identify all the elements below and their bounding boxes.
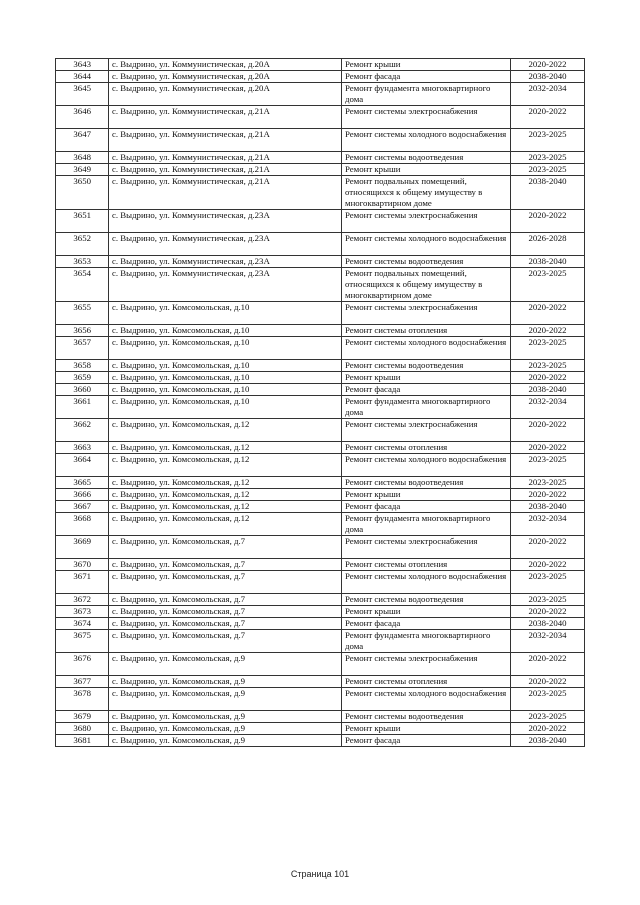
row-number: 3673	[56, 606, 109, 618]
table-row	[56, 176, 585, 210]
row-number: 3663	[56, 442, 109, 454]
row-number: 3670	[56, 559, 109, 571]
row-period: 2020-2022	[511, 210, 585, 233]
row-work-type: Ремонт системы холодного водоснабжения	[342, 688, 511, 711]
row-work-type: Ремонт системы водоотведения	[342, 256, 511, 268]
row-number: 3659	[56, 372, 109, 384]
table-row	[56, 152, 585, 164]
row-work-type: Ремонт крыши	[342, 59, 511, 71]
row-period: 2023-2025	[511, 337, 585, 360]
repair-schedule-table	[55, 58, 585, 747]
row-number: 3649	[56, 164, 109, 176]
table-row	[56, 676, 585, 688]
row-work-type: Ремонт крыши	[342, 489, 511, 501]
row-work-type: Ремонт системы водоотведения	[342, 477, 511, 489]
table-row	[56, 210, 585, 233]
row-period: 2023-2025	[511, 571, 585, 594]
row-address: с. Выдрино, ул. Коммунистическая, д.20А	[109, 71, 342, 83]
row-address: с. Выдрино, ул. Коммунистическая, д.21А	[109, 152, 342, 164]
row-period: 2020-2022	[511, 559, 585, 571]
row-number: 3661	[56, 396, 109, 419]
row-work-type: Ремонт подвальных помещений, относящихся к общему имуществу в многоквартирном доме	[342, 176, 511, 210]
row-number: 3648	[56, 152, 109, 164]
table-row	[56, 233, 585, 256]
row-work-type: Ремонт системы электроснабжения	[342, 210, 511, 233]
row-period: 2020-2022	[511, 59, 585, 71]
row-period: 2020-2022	[511, 325, 585, 337]
row-period: 2038-2040	[511, 256, 585, 268]
row-address: с. Выдрино, ул. Комсомольская, д.7	[109, 571, 342, 594]
row-address: с. Выдрино, ул. Комсомольская, д.7	[109, 618, 342, 630]
row-address: с. Выдрино, ул. Коммунистическая, д.23А	[109, 233, 342, 256]
table-row	[56, 653, 585, 676]
row-address: с. Выдрино, ул. Комсомольская, д.7	[109, 630, 342, 653]
row-number: 3647	[56, 129, 109, 152]
row-work-type: Ремонт системы электроснабжения	[342, 653, 511, 676]
row-number: 3664	[56, 454, 109, 477]
row-period: 2026-2028	[511, 233, 585, 256]
row-work-type: Ремонт системы электроснабжения	[342, 419, 511, 442]
table-row	[56, 256, 585, 268]
table-row	[56, 513, 585, 536]
row-number: 3650	[56, 176, 109, 210]
row-number: 3667	[56, 501, 109, 513]
row-number: 3645	[56, 83, 109, 106]
row-work-type: Ремонт системы отопления	[342, 559, 511, 571]
row-number: 3653	[56, 256, 109, 268]
row-address: с. Выдрино, ул. Комсомольская, д.10	[109, 360, 342, 372]
row-period: 2020-2022	[511, 106, 585, 129]
table-row	[56, 268, 585, 302]
row-address: с. Выдрино, ул. Комсомольская, д.12	[109, 513, 342, 536]
row-address: с. Выдрино, ул. Комсомольская, д.7	[109, 606, 342, 618]
table-row	[56, 630, 585, 653]
table-row	[56, 536, 585, 559]
row-address: с. Выдрино, ул. Коммунистическая, д.23А	[109, 210, 342, 233]
row-address: с. Выдрино, ул. Комсомольская, д.9	[109, 676, 342, 688]
table-row	[56, 337, 585, 360]
table-row	[56, 688, 585, 711]
row-work-type: Ремонт системы водоотведения	[342, 152, 511, 164]
row-number: 3677	[56, 676, 109, 688]
row-work-type: Ремонт системы холодного водоснабжения	[342, 571, 511, 594]
table-row	[56, 129, 585, 152]
row-work-type: Ремонт фасада	[342, 618, 511, 630]
row-address: с. Выдрино, ул. Коммунистическая, д.23А	[109, 268, 342, 302]
row-number: 3655	[56, 302, 109, 325]
row-number: 3668	[56, 513, 109, 536]
row-period: 2032-2034	[511, 630, 585, 653]
row-period: 2020-2022	[511, 606, 585, 618]
row-address: с. Выдрино, ул. Комсомольская, д.7	[109, 536, 342, 559]
row-address: с. Выдрино, ул. Комсомольская, д.7	[109, 594, 342, 606]
row-address: с. Выдрино, ул. Комсомольская, д.9	[109, 735, 342, 747]
row-number: 3676	[56, 653, 109, 676]
row-number: 3681	[56, 735, 109, 747]
row-number: 3672	[56, 594, 109, 606]
row-work-type: Ремонт подвальных помещений, относящихся к общему имуществу в многоквартирном доме	[342, 268, 511, 302]
row-number: 3675	[56, 630, 109, 653]
row-period: 2020-2022	[511, 653, 585, 676]
row-period: 2038-2040	[511, 735, 585, 747]
row-number: 3662	[56, 419, 109, 442]
row-work-type: Ремонт системы водоотведения	[342, 711, 511, 723]
table-row	[56, 559, 585, 571]
row-address: с. Выдрино, ул. Комсомольская, д.9	[109, 711, 342, 723]
table-row	[56, 606, 585, 618]
row-period: 2038-2040	[511, 176, 585, 210]
row-number: 3669	[56, 536, 109, 559]
table-row	[56, 396, 585, 419]
row-number: 3674	[56, 618, 109, 630]
row-period: 2038-2040	[511, 384, 585, 396]
row-work-type: Ремонт крыши	[342, 372, 511, 384]
row-period: 2023-2025	[511, 268, 585, 302]
row-work-type: Ремонт системы холодного водоснабжения	[342, 454, 511, 477]
row-period: 2023-2025	[511, 454, 585, 477]
row-address: с. Выдрино, ул. Комсомольская, д.12	[109, 501, 342, 513]
row-period: 2032-2034	[511, 513, 585, 536]
row-number: 3656	[56, 325, 109, 337]
row-work-type: Ремонт фасада	[342, 71, 511, 83]
row-address: с. Выдрино, ул. Коммунистическая, д.23А	[109, 256, 342, 268]
row-number: 3643	[56, 59, 109, 71]
row-period: 2023-2025	[511, 688, 585, 711]
row-work-type: Ремонт крыши	[342, 606, 511, 618]
table-row	[56, 711, 585, 723]
row-number: 3654	[56, 268, 109, 302]
row-period: 2020-2022	[511, 536, 585, 559]
table-row	[56, 59, 585, 71]
row-address: с. Выдрино, ул. Коммунистическая, д.21А	[109, 164, 342, 176]
table-row	[56, 360, 585, 372]
row-address: с. Выдрино, ул. Комсомольская, д.9	[109, 723, 342, 735]
table-row	[56, 477, 585, 489]
row-period: 2038-2040	[511, 618, 585, 630]
row-period: 2020-2022	[511, 442, 585, 454]
row-work-type: Ремонт системы отопления	[342, 442, 511, 454]
row-address: с. Выдрино, ул. Комсомольская, д.10	[109, 372, 342, 384]
row-number: 3658	[56, 360, 109, 372]
row-address: с. Выдрино, ул. Комсомольская, д.10	[109, 325, 342, 337]
row-work-type: Ремонт системы отопления	[342, 325, 511, 337]
row-address: с. Выдрино, ул. Комсомольская, д.10	[109, 302, 342, 325]
table-row	[56, 419, 585, 442]
row-period: 2020-2022	[511, 489, 585, 501]
row-address: с. Выдрино, ул. Комсомольская, д.12	[109, 477, 342, 489]
row-number: 3671	[56, 571, 109, 594]
table-row	[56, 723, 585, 735]
table-row	[56, 106, 585, 129]
row-number: 3657	[56, 337, 109, 360]
table-row	[56, 735, 585, 747]
table-row	[56, 618, 585, 630]
row-period: 2023-2025	[511, 164, 585, 176]
row-period: 2032-2034	[511, 396, 585, 419]
row-address: с. Выдрино, ул. Коммунистическая, д.20А	[109, 59, 342, 71]
table-row	[56, 384, 585, 396]
row-period: 2020-2022	[511, 372, 585, 384]
row-work-type: Ремонт фасада	[342, 384, 511, 396]
row-work-type: Ремонт системы электроснабжения	[342, 106, 511, 129]
row-number: 3679	[56, 711, 109, 723]
row-period: 2023-2025	[511, 477, 585, 489]
row-work-type: Ремонт крыши	[342, 723, 511, 735]
row-address: с. Выдрино, ул. Комсомольская, д.10	[109, 384, 342, 396]
row-work-type: Ремонт фасада	[342, 501, 511, 513]
row-period: 2023-2025	[511, 152, 585, 164]
row-work-type: Ремонт системы электроснабжения	[342, 302, 511, 325]
row-period: 2023-2025	[511, 360, 585, 372]
row-work-type: Ремонт фундамента многоквартирного дома	[342, 513, 511, 536]
row-period: 2020-2022	[511, 302, 585, 325]
row-work-type: Ремонт системы отопления	[342, 676, 511, 688]
row-work-type: Ремонт системы водоотведения	[342, 360, 511, 372]
table-body	[56, 59, 585, 747]
row-number: 3660	[56, 384, 109, 396]
table-row	[56, 594, 585, 606]
table-row	[56, 83, 585, 106]
row-number: 3646	[56, 106, 109, 129]
row-work-type: Ремонт системы холодного водоснабжения	[342, 337, 511, 360]
row-address: с. Выдрино, ул. Коммунистическая, д.21А	[109, 176, 342, 210]
row-period: 2032-2034	[511, 83, 585, 106]
row-work-type: Ремонт фундамента многоквартирного дома	[342, 396, 511, 419]
row-work-type: Ремонт крыши	[342, 164, 511, 176]
row-number: 3666	[56, 489, 109, 501]
row-work-type: Ремонт системы холодного водоснабжения	[342, 129, 511, 152]
table-row	[56, 442, 585, 454]
table-row	[56, 71, 585, 83]
row-address: с. Выдрино, ул. Комсомольская, д.10	[109, 396, 342, 419]
row-period: 2023-2025	[511, 711, 585, 723]
row-address: с. Выдрино, ул. Комсомольская, д.12	[109, 442, 342, 454]
row-address: с. Выдрино, ул. Комсомольская, д.12	[109, 454, 342, 477]
row-address: с. Выдрино, ул. Коммунистическая, д.21А	[109, 106, 342, 129]
row-period: 2020-2022	[511, 723, 585, 735]
table-row	[56, 454, 585, 477]
row-address: с. Выдрино, ул. Коммунистическая, д.20А	[109, 83, 342, 106]
page-number: Страница 101	[290, 869, 350, 879]
row-number: 3652	[56, 233, 109, 256]
row-address: с. Выдрино, ул. Комсомольская, д.7	[109, 559, 342, 571]
row-period: 2020-2022	[511, 419, 585, 442]
table-row	[56, 302, 585, 325]
row-work-type: Ремонт системы водоотведения	[342, 594, 511, 606]
row-number: 3651	[56, 210, 109, 233]
row-address: с. Выдрино, ул. Коммунистическая, д.21А	[109, 129, 342, 152]
table-row	[56, 325, 585, 337]
row-work-type: Ремонт системы электроснабжения	[342, 536, 511, 559]
row-address: с. Выдрино, ул. Комсомольская, д.12	[109, 419, 342, 442]
row-number: 3678	[56, 688, 109, 711]
row-period: 2038-2040	[511, 71, 585, 83]
table-row	[56, 164, 585, 176]
table-row	[56, 501, 585, 513]
table-row	[56, 489, 585, 501]
row-period: 2023-2025	[511, 594, 585, 606]
row-number: 3665	[56, 477, 109, 489]
row-work-type: Ремонт фасада	[342, 735, 511, 747]
row-period: 2038-2040	[511, 501, 585, 513]
row-work-type: Ремонт фундамента многоквартирного дома	[342, 83, 511, 106]
row-address: с. Выдрино, ул. Комсомольская, д.9	[109, 688, 342, 711]
row-number: 3644	[56, 71, 109, 83]
row-work-type: Ремонт системы холодного водоснабжения	[342, 233, 511, 256]
table-row	[56, 571, 585, 594]
row-period: 2020-2022	[511, 676, 585, 688]
row-address: с. Выдрино, ул. Комсомольская, д.9	[109, 653, 342, 676]
row-address: с. Выдрино, ул. Комсомольская, д.10	[109, 337, 342, 360]
row-work-type: Ремонт фундамента многоквартирного дома	[342, 630, 511, 653]
row-address: с. Выдрино, ул. Комсомольская, д.12	[109, 489, 342, 501]
table-row	[56, 372, 585, 384]
row-period: 2023-2025	[511, 129, 585, 152]
row-number: 3680	[56, 723, 109, 735]
